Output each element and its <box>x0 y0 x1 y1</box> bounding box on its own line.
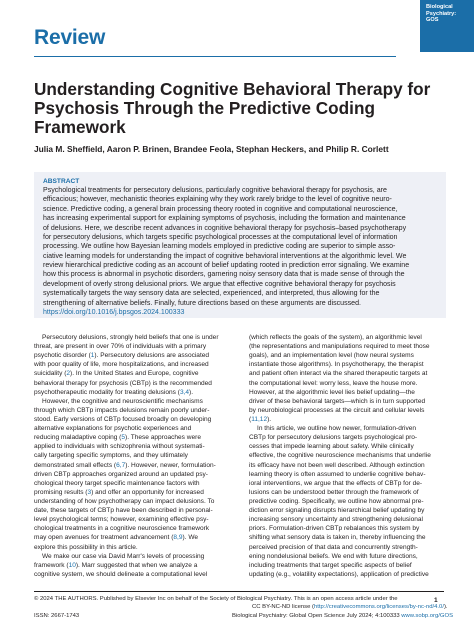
title-line: Understanding Cognitive Behavioral Therapy for <box>34 79 431 99</box>
body-text-line: threat, are present in over 70% of individuals with a primary <box>34 343 207 351</box>
body-text-line: goals), and an implementation level (how neural systems <box>249 352 414 360</box>
reference-link[interactable]: 5 <box>121 434 126 442</box>
body-text-line: increasing sensory uncertainty and strengthening delusional <box>249 516 423 524</box>
title-line: Framework <box>34 117 126 137</box>
body-column-right <box>249 333 446 579</box>
reference-link[interactable]: 1 <box>90 352 95 360</box>
reference-link[interactable]: 6,7 <box>116 461 126 469</box>
reference-link[interactable]: 11,12 <box>251 415 268 423</box>
body-text-line: CBTp for persecutory delusions targets psychological pro- <box>249 434 418 442</box>
abstract-line: ciative learning models for understanding the impact of cognitive behavioral interventions at the algorithmic level. We <box>43 252 407 260</box>
abstract-line: has increasing experimental support for explaining symptoms of psychosis, including the formation and maintenance <box>43 215 406 223</box>
body-text-line: priors. Formulation-driven CBTp rebalances this system by <box>249 525 420 533</box>
body-text-line: diction error signaling disrupts hierarchical belief updating by <box>249 507 425 515</box>
body-text-line: with poor quality of life, more hospitalizations, and increased <box>34 361 209 369</box>
abstract-line: processing. We outline how Bayesian learning models employed in predictive coding are superior to simple asso- <box>43 243 396 251</box>
body-text-line: and patient often interact via the shared therapeutic targets at <box>249 370 428 378</box>
reference-link[interactable]: 3 <box>87 488 92 496</box>
body-text-line: applied to individuals with schizophrenia without systemati- <box>34 443 205 451</box>
body-text-line: suicidality (2). In the United States and Europe, cognitive <box>34 370 199 378</box>
abstract-heading: ABSTRACT <box>43 178 80 185</box>
body-text-line: framework (10). Marr suggested that when we analyze a <box>34 561 198 569</box>
license-prefix: CC BY-NC-ND license ( <box>252 604 314 610</box>
body-text-line: Persecutory delusions, strongly held beliefs that one is under <box>42 334 219 341</box>
reference-link[interactable]: 2 <box>66 370 71 378</box>
body-text-line: understanding of how psychotherapy can impact delusions. To <box>34 497 215 505</box>
reference-link[interactable]: 3,4 <box>179 388 190 396</box>
abstract-line: strengthening of alternative beliefs. Finally, future directions based on these arguments are discussed. <box>43 299 361 307</box>
body-text-line: cesses that impede learning about safety. While clinically <box>249 443 414 451</box>
abstract-line: efficacious; however, mechanistic theories explaining why they work rarely bridge to the level of cognitive neuro- <box>43 196 392 204</box>
abstract-line: how this process is abnormal in psychotic disorders, garnering noisy sensory data that is made sense of through the <box>43 271 405 279</box>
journal-badge-line: Biological <box>426 4 453 10</box>
abstract-line: Psychological treatments for persecutory delusions, particularly cognitive behavioral therapy for psychosis, are <box>43 187 387 194</box>
abstract-body <box>43 186 438 308</box>
body-text-line: instantiate those algorithms). In psychotherapy, the therapist <box>249 361 424 369</box>
header-divider <box>34 56 396 57</box>
license-line <box>252 604 448 610</box>
body-text-line: psychotic disorder (1). Persecutory delusions are associated <box>34 352 210 360</box>
body-text-line: may open avenues for treatment advancement (8,9). We <box>34 534 199 542</box>
body-text-line: by neurobiological processes at the circuit and cellular levels <box>249 406 425 414</box>
footer-divider <box>34 591 444 592</box>
body-text-line: explore this possibility in this article. <box>34 543 138 551</box>
author-list: Julia M. Sheffield, Aaron P. Brinen, Brandee Feola, Stephan Heckers, and Philip R. Corlett <box>34 144 389 154</box>
citation-text: Biological Psychiatry: Global Open Science July 2024; 4:100333 <box>232 613 402 619</box>
body-text-line: behavioral therapy for psychosis (CBTp) is the recommended <box>34 379 212 387</box>
journal-site-link[interactable]: www.sobp.org/GOS <box>401 613 454 619</box>
abstract-line: of delusions. Here, we describe recent advances in cognitive behavioral therapy for psychosis–based psychotherapy <box>43 224 407 232</box>
body-text-line: including treatments that target specific aspects of belief <box>249 561 412 569</box>
body-text-line: through which CBTp impacts delusions remain poorly under- <box>34 406 210 414</box>
journal-citation <box>232 613 453 619</box>
body-text-line: However, at the algorithmic level lies belief updating—the <box>249 388 415 396</box>
article-title <box>34 80 444 137</box>
doi-link[interactable]: https://doi.org/10.1016/j.bpsgos.2024.100333 <box>43 308 185 316</box>
body-text-line: ening nondelusional beliefs. We end with future directions, <box>249 552 418 560</box>
body-text-line: demonstrated small effects (6,7). However, newer, formulation- <box>34 461 216 469</box>
abstract-line: for persecutory delusions, which targets specific psychological processes at the computational level of information <box>43 233 398 241</box>
journal-badge-line: Psychiatry: <box>426 10 457 17</box>
abstract-line: science. Predictive coding, a general brain processing theory rooted in cognitive and computational neuroscience, <box>43 205 398 213</box>
abstract-line: systematically targets the way sensory data are selected, experienced, and interpreted, thus allowing for the <box>43 290 380 298</box>
body-text-line: updating (e.g., volatility expectations), application of predictive <box>249 570 429 578</box>
body-text-line: (11,12). <box>249 415 272 423</box>
journal-badge-line: GOS <box>426 17 439 24</box>
body-text-line: However, the cognitive and neuroscientific mechanisms <box>42 397 203 405</box>
license-link[interactable]: http://creativecommons.org/licenses/by-nc-nd/4.0/ <box>313 604 444 610</box>
body-text-line: cognitive system, we should delineate a computational level <box>34 570 208 578</box>
body-text-line: its efficacy have not been well described. Although extinction <box>249 461 425 469</box>
body-text-line: (which reflects the goals of the system), an algorithmic level <box>249 334 422 341</box>
body-text-line: stood. Early versions of CBTp focused broadly on developing <box>34 415 212 423</box>
body-text-line: effective, the cognitive neuroscience mechanisms that underlie <box>249 452 431 460</box>
title-line: Psychosis Through the Predictive Coding <box>34 98 375 118</box>
body-text-line: driven CBTp approaches organized around an updated psy- <box>34 470 208 478</box>
journal-badge[interactable] <box>420 0 474 52</box>
reference-link[interactable]: 10 <box>68 561 76 569</box>
abstract-panel <box>34 172 446 318</box>
copyright-notice: © 2024 THE AUTHORS. Published by Elsevier Inc on behalf of the Society of Biological Psychiatry. This is an open access article under the <box>34 596 398 602</box>
body-text-line: alternative explanations for psychotic experiences and <box>34 425 192 433</box>
page-number: 1 <box>434 597 438 604</box>
body-text-line: psychotherapeutic modality for treating delusions (3,4). <box>34 388 194 396</box>
abstract-line: review hierarchical predictive coding as an account of belief updating rooted in prediction error signaling. We examine <box>43 262 410 269</box>
body-text-line: lusions can be understood better through the framework of <box>249 488 419 496</box>
body-text-line: In this article, we outline how newer, formulation-driven <box>257 425 417 433</box>
body-text-line: cally targeting specific symptoms, and they ultimately <box>34 452 188 460</box>
body-text-line: ioral interventions, we argue that the effects of CBTp for de- <box>249 479 423 487</box>
body-text-line: perceived precision of that data and concurrently strength- <box>249 543 418 551</box>
body-text-line: chological theory target specific maintenance factors with <box>34 479 200 487</box>
body-column-left <box>34 333 231 579</box>
body-text-line: level psychological terms; however, examining effective psy- <box>34 516 209 524</box>
body-text-line: chological treatments in a cognitive neuroscience framework <box>34 525 210 533</box>
body-text-line: (the representations and manipulations required to meet those <box>249 343 430 351</box>
body-text-line: promising results (3) and offer an opportunity for increased <box>34 488 204 496</box>
license-suffix: ). <box>443 604 448 610</box>
body-text-line: date, these targets of CBTp have been described in personal- <box>34 507 213 515</box>
body-text-line: We make our case via David Marr's levels of processing <box>42 552 205 560</box>
body-text-line: reducing maladaptive coping (5). These approaches were <box>34 434 201 442</box>
issn: ISSN: 2667-1743 <box>34 613 80 619</box>
body-text-line: shifting what sensory data is taken in, thereby influencing the <box>249 534 426 542</box>
body-text-line: learning theory is often assumed to underlie cognitive behav- <box>249 470 426 478</box>
body-text-line: driver of these behavioral targets—which is in turn supported <box>249 397 426 405</box>
abstract-line: development of overly strong delusional priors. We argue that effective cognitive behavioral therapy for psychosis <box>43 280 396 288</box>
section-label: Review <box>34 26 106 49</box>
body-text-line: predictive coding. Specifically, we outline how abnormal pre- <box>249 497 424 505</box>
body-text-line: the computational level: worry less, leave the house more. <box>249 379 418 387</box>
reference-link[interactable]: 8,9 <box>173 534 183 542</box>
